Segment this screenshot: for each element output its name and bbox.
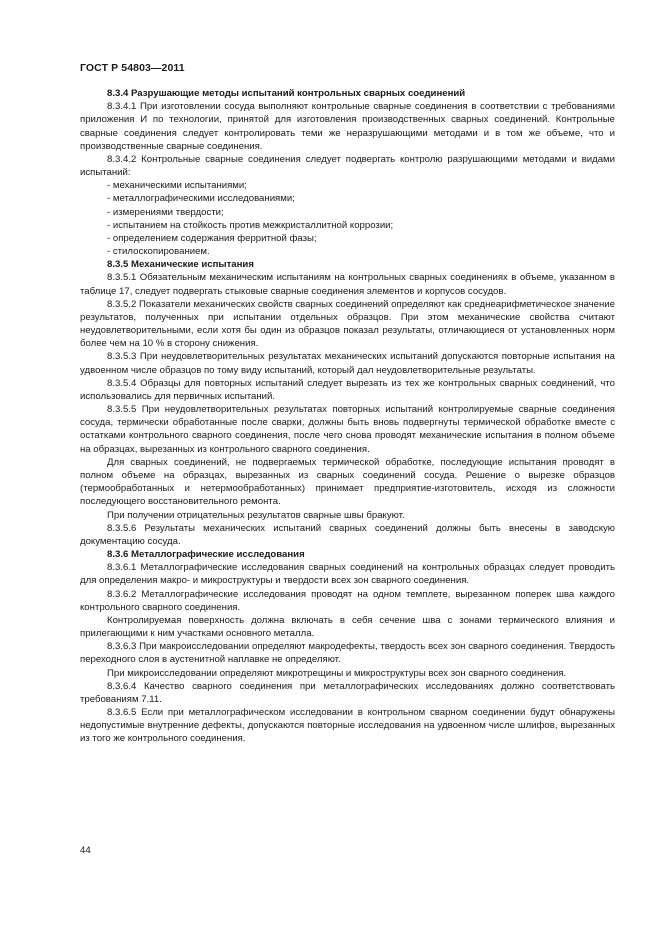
list-item: - измерениями твердости; xyxy=(107,206,224,218)
paragraph: 8.3.5.4 Образцы для повторных испытаний следует вырезать из тех же контрольных сварных соединений, что использовались для первичных испытаний. xyxy=(80,377,615,402)
document-body xyxy=(80,87,615,746)
paragraph: 8.3.6.1 Металлографические исследования сварных соединений на контрольных образцах следует проводить для определения макро- и микроструктуры и твердости всех зон сварного соединения. xyxy=(80,562,615,587)
paragraph: 8.3.4.1 При изготовлении сосуда выполняют контрольные сварные соединения в соответствии с требованиями приложения И по технологии, принятой для изготовления производственных сварных соединений. Контрольные сварные соединения следует контролировать теми же неразрушающими методами и в том же объеме, что и производственные сварные соединения. xyxy=(80,101,615,152)
paragraph: 8.3.5.3 При неудовлетворительных результатах механических испытаний допускаются повторные испытания на удвоенном числе образцов по тому виду испытаний, который дал неудовлетворительные результаты. xyxy=(80,351,615,376)
document-header: ГОСТ Р 54803—2011 xyxy=(80,62,185,74)
paragraph: 8.3.6.3 При макроисследовании определяют макродефекты, твердость всех зон сварного соединения. Твердость переходного слоя в аустенитной наплавке не определяют. xyxy=(80,641,615,666)
section-heading: 8.3.6 Металлографические исследования xyxy=(107,549,305,561)
list-item: - механическими испытаниями; xyxy=(107,180,247,192)
section-heading: 8.3.5 Механические испытания xyxy=(107,259,254,271)
section-heading: 8.3.4 Разрушающие методы испытаний контрольных сварных соединений xyxy=(107,88,466,99)
paragraph: 8.3.5.5 При неудовлетворительных результатах повторных испытаний контролируемые сварные соединения сосуда, термически обработанные после сварки, должны быть вновь подвергнуты термической обработке вместе с остатками контрольного сварного соединения, после чего снова проводят механические испытания в полном объеме на образцах, вырезанных из контрольного сварного соединения. xyxy=(80,404,615,455)
list-item: - определением содержания ферритной фазы; xyxy=(107,232,317,244)
paragraph: При получении отрицательных результатов сварные швы бракуют. xyxy=(107,509,405,521)
list-item: - металлографическими исследованиями; xyxy=(107,193,295,205)
paragraph: Контролируемая поверхность должна включать в себя сечение шва с зонами термического влияния и прилегающими к ним участками основного металла. xyxy=(80,614,615,640)
paragraph: 8.3.4.2 Контрольные сварные соединения следует подвергать контролю разрушающими методами и видами испытаний: xyxy=(80,153,615,179)
list-item: - испытанием на стойкость против межкристаллитной коррозии; xyxy=(107,219,394,231)
page-number: 44 xyxy=(80,845,91,856)
list-item: - стилоскопированием. xyxy=(107,246,210,258)
paragraph: При микроисследовании определяют микротрещины и микроструктуры всех зон сварного соединения. xyxy=(107,667,567,679)
paragraph: 8.3.6.4 Качество сварного соединения при металлографических исследованиях должно соответствовать требованиям 7.11. xyxy=(80,680,615,705)
paragraph: 8.3.5.1 Обязательным механическим испытаниям на контрольных сварных соединениях в объеме, указанном в таблице 17, следует подвергать стыковые сварные соединения элементов и корпусов сосудов. xyxy=(80,272,615,297)
paragraph: Для сварных соединений, не подвергаемых термической обработке, последующие испытания проводят в полном объеме на образцах, вырезанных из сварных соединений сосуда. Решение о вырезке образцов (термообработанных и нетермообработанных) принимает предприятие-изготовитель, исходя из сложности последующего восстановительного ремонта. xyxy=(80,456,615,508)
paragraph: 8.3.5.6 Результаты механических испытаний сварных соединений должны быть внесены в заводскую документацию сосуда. xyxy=(80,522,615,547)
paragraph: 8.3.5.2 Показатели механических свойств сварных соединений определяют как среднеарифметическое значение результатов, полученных при испытании отдельных образцов. При этом механические свойства считают неудовлетворительными, если хотя бы один из образцов показал результаты, отличающиеся от установленных норм более чем на 10 % в сторону снижения. xyxy=(80,298,615,350)
paragraph: 8.3.6.2 Металлографические исследования проводят на одном темплете, вырезанном поперек шва каждого контрольного сварного соединения. xyxy=(80,588,615,613)
paragraph: 8.3.6.5 Если при металлографическом исследовании в контрольном сварном соединении будут обнаружены недопустимые внутренние дефекты, допускаются повторные исследования на удвоенном числе шлифов, вырезанных из того же контрольного соединения. xyxy=(80,707,615,745)
